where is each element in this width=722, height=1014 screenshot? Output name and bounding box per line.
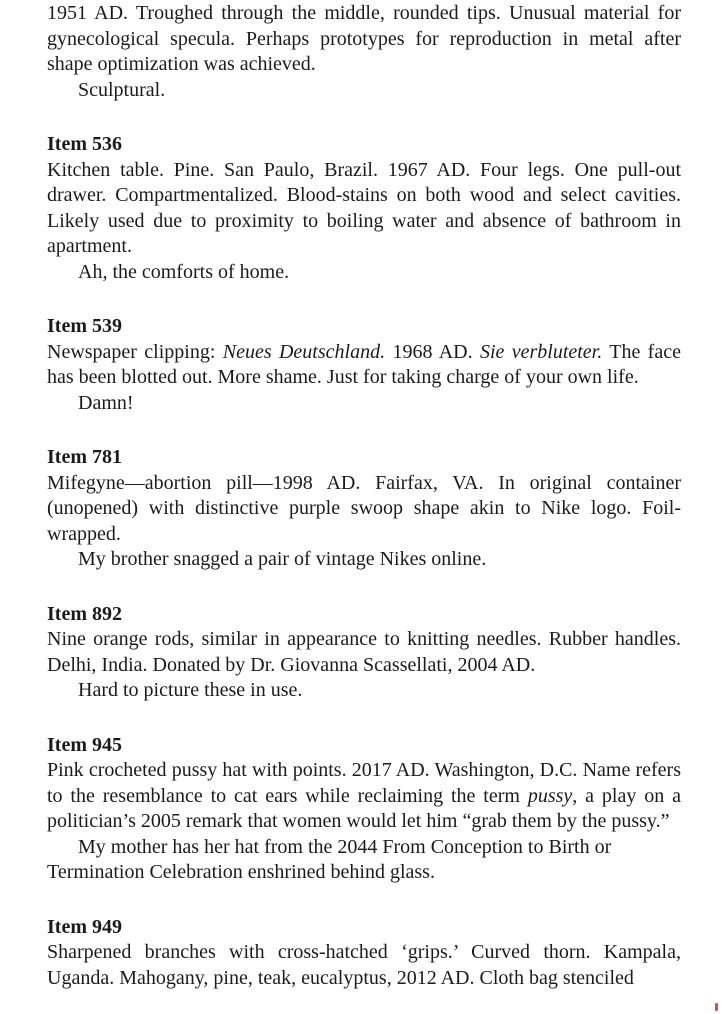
catalog-entry-536 bbox=[47, 132, 681, 285]
item-heading: Item 536 bbox=[47, 133, 122, 155]
entry-body bbox=[47, 1, 681, 78]
body-text-segment: The face has been blotted out. More shame. Just for taking charge of your own life. bbox=[47, 340, 681, 388]
italic-text-segment: Sie verbluteter. bbox=[479, 340, 603, 363]
body-text-segment: Mifegyne—abortion pill—1998 AD. Fairfax, VA. In original container (unopened) with distinctive purple swoop shape akin to Nike logo. Foil-wrapped. bbox=[47, 471, 681, 545]
item-heading: Item 781 bbox=[47, 446, 122, 468]
catalog-entry-539 bbox=[47, 314, 681, 416]
body-text-segment: Newspaper clipping: bbox=[47, 340, 223, 363]
entry-body bbox=[47, 758, 681, 835]
catalog-entry-continuation bbox=[47, 1, 681, 103]
body-text-segment: Kitchen table. Pine. San Paulo, Brazil. 1967 AD. Four legs. One pull-out drawer. Compartmentalized. Blood-stains on both wood and select cavities. Likely used due to proximity to boiling water and absence of bathroom in apartment. bbox=[47, 158, 681, 257]
body-text-segment: , a play on a politician’s 2005 remark that women would let him “grab them by the pussy.” bbox=[47, 784, 682, 832]
item-heading: Item 539 bbox=[47, 315, 122, 337]
narrator-comment: My brother snagged a pair of vintage Nikes online. bbox=[78, 548, 487, 570]
catalog-entry-892 bbox=[47, 602, 681, 704]
body-text-segment: Pink crocheted pussy hat with points. 2017 AD. Washington, D.C. Name refers to the resemblance to cat ears while reclaiming the term bbox=[47, 759, 681, 807]
scroll-indicator[interactable] bbox=[715, 1003, 718, 1011]
item-heading: Item 945 bbox=[47, 733, 122, 756]
narrator-comment: Sculptural. bbox=[78, 78, 166, 101]
entry-body bbox=[47, 471, 681, 548]
item-heading: Item 949 bbox=[47, 915, 122, 938]
narrator-comment: Damn! bbox=[78, 391, 134, 414]
narrator-comment: My mother has her hat from the 2044 From Conception to Birth or Termination Celebration enshrined behind glass. bbox=[47, 835, 612, 883]
catalog-entry-949 bbox=[47, 915, 681, 992]
narrator-comment: Ah, the comforts of home. bbox=[78, 260, 290, 283]
body-text-segment: 1968 AD. bbox=[385, 340, 480, 363]
body-text-segment: Sharpened branches with cross-hatched ‘grips.’ Curved thorn. Kampala, Uganda. Mahogany, pine, teak, eucalyptus, 2012 AD. Cloth bag stenciled bbox=[47, 941, 681, 989]
entry-body bbox=[47, 940, 681, 991]
entry-body bbox=[47, 627, 681, 678]
catalog-entry-945 bbox=[47, 733, 681, 886]
body-text-segment: 1951 AD. Troughed through the middle, rounded tips. Unusual material for gynecological specula. Perhaps prototypes for reproduction in metal after shape optimization was achieved. bbox=[47, 2, 681, 75]
item-heading: Item 892 bbox=[47, 602, 122, 625]
entry-body bbox=[47, 158, 681, 260]
catalog-entry-781 bbox=[47, 445, 681, 573]
entry-body bbox=[47, 340, 681, 391]
italic-text-segment: Neues Deutschland. bbox=[222, 340, 386, 363]
body-text-segment: Nine orange rods, similar in appearance to knitting needles. Rubber handles. Delhi, India. Donated by Dr. Giovanna Scassellati, 2004 AD. bbox=[47, 628, 681, 676]
narrator-comment: Hard to picture these in use. bbox=[78, 679, 303, 701]
italic-text-segment: pussy bbox=[527, 784, 573, 807]
